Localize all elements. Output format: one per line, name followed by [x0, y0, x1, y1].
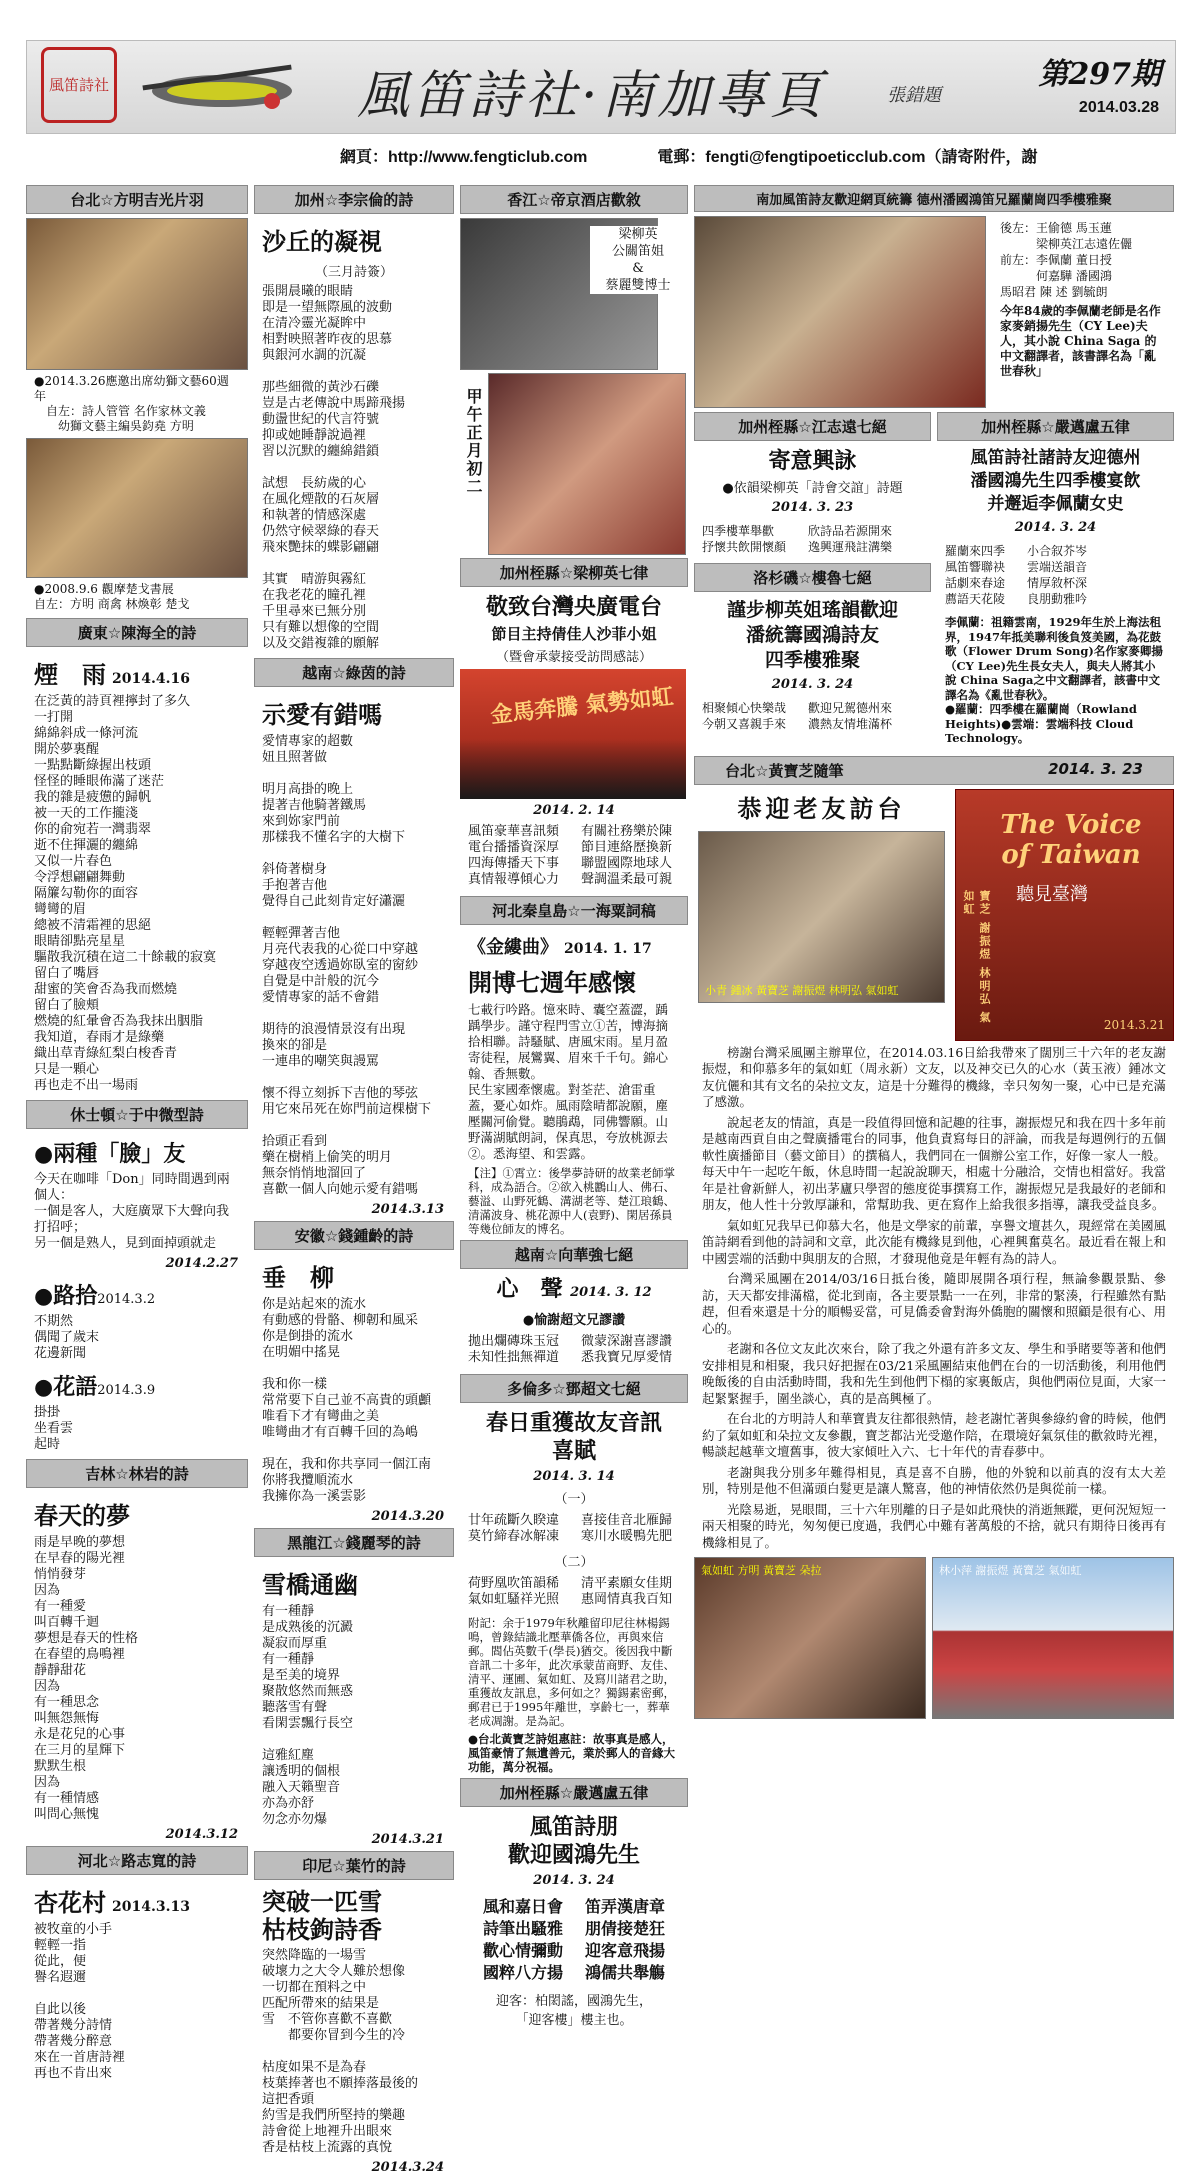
poem-title-text: 心 聲	[496, 1276, 563, 1302]
poem-date: 2014.3.13	[112, 1899, 190, 1915]
contact-line	[340, 144, 1037, 167]
poem-lines-left: 風笛豪華喜訊頻 電台播播資深厚 四海傳播天下事 真情報導傾心力	[468, 824, 560, 887]
section-header: 越南☆綠茵的詩	[254, 658, 454, 687]
poem-lines-right: 喜接佳音北雁歸 寒川水暖鴨先肥	[581, 1513, 673, 1544]
friends-photo	[698, 831, 945, 1003]
masthead-title: 風笛詩社·南加專頁	[357, 66, 826, 126]
poem-afterword: 附記：余于1979年秋離留印尼往林楊錫鳴，曾錄結識北壓華僑各位，再與來信郵。閻佔英數千(學長)猶交。後因我中斷音訊二十多年，此次承蒙苗商野、友佳、清平、運圃、氣如虹、及寫川諸君之助，重獲故友訊息，多何如之？獨錫素密郵，郵君已于1995年離世，享齡七一，葬華老成凋謝。是為記。	[468, 1616, 675, 1728]
section-header: 廣東☆陳海全的詩	[26, 618, 248, 647]
friends-photo-caption: 小青 鍾冰 黃寶芝 謝振煜 林明弘 氣如虹	[705, 983, 899, 997]
poem-date: 2014.3.20	[371, 1509, 444, 1524]
attendee-note: 今年84歲的李佩蘭老師是名作家麥銷揚先生（CY Lee)夫人，其小說 China Saga 的中文翻譯者，該書譯名為「亂世春秋」	[1000, 304, 1161, 378]
section-header: 河北☆路志寬的詩	[26, 1846, 248, 1875]
poem-couplets	[460, 1572, 688, 1612]
section-header: 南加風笛詩友歡迎網頁統籌 德州潘國鴻笛兄羅蘭崗四季樓雅聚	[694, 185, 1174, 212]
poem-lines-left: 拋出爛磚珠玉冠 未知性拙無禪道	[468, 1334, 560, 1365]
poem-date: 2014.3.21	[371, 1832, 444, 1847]
poem-couplets	[460, 820, 688, 892]
poem-title	[460, 1275, 688, 1307]
poem-couplets	[694, 696, 931, 736]
micro-poem-title	[34, 1370, 240, 1401]
bagpipe-illustration	[122, 61, 312, 116]
micro-poem-title-text: ●花語	[34, 1374, 98, 1400]
poem-body: 愛情專家的超數 妞且照著做 明月高掛的晚上 提著吉他騎著鐵馬 來到妳家門前 那樣我不懂名字的大樹下 斜倚著樹身 手抱著吉他 覺得自己此刻肯定好瀟灑 輕輕彈著吉他 月亮代表我的心從口中穿越 穿越夜空透過妳臥室的窗紗 自覺是中計般的沉今 愛情專家的話不會錯 期待的浪漫情景沒有出現 換來的卻是 一連串的嘲笑與謾罵 懷不得立刻拆下吉他的琴弦 用它來吊死在妳門前這棵樹下 拾頭正看到 藥在樹梢上偷笑的明月 無奈悄悄地溜回了 喜歡一個人向她示愛有錯嗎	[262, 734, 432, 1197]
poem-date: 2014. 3. 24	[1014, 520, 1097, 535]
poem-couplets	[460, 1330, 688, 1370]
micro-poem-title: ●兩種「臉」友	[34, 1141, 186, 1167]
poem-couplets	[937, 539, 1174, 611]
section-header: 加州桎縣☆梁柳英七律	[460, 558, 688, 587]
poem-body: 你是站起來的流水 有動感的骨骼、柳韌和風采 你是倒掛的流水 在明媚中搖晃 我和你一樣 常常要下自己並不高貴的頭顱 唯看下才有彎曲之美 唯彎曲才有百轉千回的為嶋 現在，我和你共享同一個江南 你將我攬順流水 我擁你為一溪雲影	[262, 1297, 432, 1504]
poem-lines-left: 羅蘭來四季 風笛響聯袂 話劇來春途 薦語天花陵	[945, 544, 1006, 606]
poem-body: 在泛黃的詩頁裡擰封了多久 一打開 綿綿斜成一條河流 開於夢裏醒 一點點斷綠握出枝頭 怪怪的睡眼佈滿了迷茫 我的雜是疲憊的歸帆 被一天的工作攏淺 你的俞宛若一灣翡翠 逝不住揮灑的纏綿 又似一片春色 令浮想翩翩舞動 隔簾勾勒你的面容 彎彎的眉 總被不清霜裡的思絕 眼睛卻點亮星星 驅散我沉積在這二十餘載的寂寞 留白了嘴唇 甜蜜的笑會否為我而燃燒 留白了臉頰 燃燒的紅暈會否為我抹出胭脂 我知道，春雨才是綠藥 織出草青綠紅梨白梭香青 只是一顆心 再也走不出一場雨	[34, 694, 217, 1093]
poem-date: 2014.3.24	[371, 2160, 444, 2175]
restaurant-photo	[488, 373, 686, 555]
poem-title-line2: 節目主持倩佳人沙菲小姐	[491, 625, 657, 643]
section-header: 河北秦皇島☆一海粟詞稿	[460, 896, 688, 925]
ci-title	[468, 933, 680, 959]
attendee-names: 梁柳英 公關笛姐 & 蔡麗雙博士	[590, 226, 686, 294]
section-header-text: 台北☆黃寶芝隨筆	[725, 761, 844, 780]
right-poem-stack	[937, 412, 1174, 750]
essay-paragraph: 氣如虹兄我早已仰慕大名，他是文學家的前輩，享譽文壇甚久，現經常在美國風笛詩網看到他的詩詞和文章，此次能有機緣見到他，心裡興奮莫名。最近看在報上和中國雲端的活動中與朋友的合照，才發現他竟是年輕有為的詩人。	[702, 1217, 1166, 1266]
essay-paragraph: 台灣采風團在2014/03/16日抵台後，隨即展開各項行程，無論參觀景點、參訪，天天都安排滿檔，從北到南，各主要景點一一在列，非常的緊湊，行程雖然有點趕，但看來還是十分的順暢妥當，可見僑委會對海外僑胞的關懷和照顧是很有心、用心的。	[702, 1271, 1166, 1336]
section-header: 黑龍江☆錢麗琴的詩	[254, 1528, 454, 1557]
group-in-front	[460, 739, 686, 799]
poem-title: 敬致台灣央廣電台	[485, 594, 662, 620]
gathering-info	[992, 216, 1174, 408]
poem-subtitle: ●愉謝超文兄謬讚	[522, 1313, 626, 1328]
poem-body: 突然降臨的一場雪 破壞力之大令人難於想像 一切都在預料之中 匹配所帶來的結果是 雪 不管你喜歡不喜歡 都要你冒到今生的冷 枯度如果不是為春 枝葉捧著也不願捧落最後的 這把香頭 約雪是我們所堅持的樂趣 詩會從上地裡升出眼來 香是枯枝上流露的真悅	[262, 1948, 419, 2155]
poem-body: 有一種靜 是成熟後的沉澱 凝寂而厚重 有一種靜 是至美的境界 聚散悠然而無惑 聽落雪有聲 看閑雲飄行長空 這雅紅塵 讓透明的個根 融入天籟聖音 亦為亦舒 勿念亦勿爆	[262, 1604, 354, 1827]
poem-lines-right: 欣詩品若源開來 逸興運飛註溝樂	[808, 524, 893, 554]
poem-lines-right: 歡迎兄駕德州來 濃熱友情堆滿杯	[808, 701, 893, 731]
poem-date: 2014.3.13	[371, 1202, 444, 1217]
poem-subtitle: ●依韻梁柳英「詩會交誼」詩題	[722, 481, 903, 496]
essay-paragraph: 光陰易逝，晃眼間，三十六年別離的日子是如此飛快的消逝無蹤，更何況短短一兩天相聚的時光，匆匆便已度過，我們心中難有著萬般的不捨，就只有期待日後再有機緣相見了。	[702, 1501, 1166, 1550]
poem-title: 示愛有錯嗎	[262, 700, 382, 729]
poem-lines-right: 清平素願女佳期 惠岡情真我百知	[581, 1576, 673, 1607]
poem-footnote: 迎客：柏閎謠，國鴻先生， 「迎客樓」樓主也。	[495, 1994, 652, 2028]
grand-hotel-photo	[932, 1557, 1174, 1719]
poem-part-marker: （二）	[554, 1555, 594, 1570]
section-header: 多倫多☆鄧超文七絕	[460, 1374, 688, 1403]
essay-paragraph: 在台北的方明詩人和華寶貴友往都很熱情，趁老謝忙著與參綠約會的時候，他們約了氣如虹和朵拉文友參觀，寶芝都沾光受邀作陪，在環境好氣氛佳的歡敘時光裡，暢談起越華文壇舊事，彼大家傾吐入六、七十年代的青春夢中。	[702, 1411, 1166, 1459]
poem-subtitle: （三月詩簽）	[314, 265, 393, 280]
ci-subtitle: 開博七週年感懷	[468, 968, 636, 997]
poem-body: 雨是早晚的夢想 在早春的陽光裡 悄悄發芽 因為 有一種愛 叫百轉千迴 夢想是春天的性格 在春望的鳥鳴裡 靜靜甜花 因為 有一種思念 叫無怨無悔 永是花兒的心事 在三月的星輝下 默默生根 因為 有一種情感 叫問心無愧	[34, 1535, 139, 1822]
section-header	[694, 756, 1174, 785]
issue-date: 2014.03.28	[1078, 99, 1159, 116]
exhibition-photo	[26, 438, 248, 578]
gathering-block	[694, 216, 1174, 408]
ci-title-text: 《金縷曲》	[468, 937, 558, 958]
section-header: 加州桎縣☆嚴邁盧五律	[460, 1778, 688, 1807]
poem-couplets	[460, 1892, 688, 1988]
ci-body: 七載行吟路。憶來時、囊空蓋澀，踽踽學步。謹守程門雪立①苦，博海摘拾相聯。詩騷賦、唐風宋雨。星月盈寄徒程，展鸞翼、眉來千千句。錦心翰、香無數。 民生家國牽懷處。對荃茫、滄雷重蓋，憂心如炸。風雨陰晴都說願，塵壓關河偷覺。聽鵑鵡，同佛響願。山野滿湖賦朗詞，保真思，夸放桃源去②。悉海望、和雲露。	[468, 1002, 669, 1161]
poem-body: 張開晨曦的眼睛 即是一望無際風的波動 在清冷靈光凝眸中 相對映照著昨夜的思慕 與銀河水調的沉凝 那些細微的黃沙石礫 豈是古老傳說中馬蹄飛揚 動盪世紀的代言符號 抑或她睡靜說過裡 習以沉默的纏綿錯鎖 試想 長紡歲的心 在風化煙散的石灰層 和執著的情感深處 仍然守候翠綠的春天 飛來艷抹的蝶影翩翩 其實 晴游與霧紅 在我老花的瞳孔裡 千里尋來已無分別 只有難以想像的空間 以及交錯複雜的願解	[262, 284, 406, 651]
masthead	[26, 40, 1176, 134]
micro-poem-date: 2014.3.2	[97, 1292, 156, 1307]
poem-title	[34, 655, 240, 690]
poem-title: 垂 柳	[262, 1263, 334, 1292]
essay-photo-row	[694, 789, 1174, 1041]
poem-lines-right: 小合叙芥岑 雲端送韻音 情厚敘杯深 良朋動雅吟	[1027, 544, 1088, 606]
poem-couplets	[694, 519, 931, 559]
section-header: 香江☆帝京酒店歡敘	[460, 185, 688, 214]
section-header: 台北☆方明吉光片羽	[26, 185, 248, 214]
hotel-gathering-block	[460, 218, 688, 558]
micro-poem-date: 2014.3.9	[97, 1383, 156, 1398]
poem-subtitle: （暨會承蒙接受訪問感誌）	[495, 650, 652, 665]
issue-number: 第297期	[1038, 57, 1161, 92]
poem-date: 2014. 3. 14	[533, 1469, 615, 1484]
two-poem-row	[694, 412, 1174, 750]
poem-title: 謹步柳英姐瑤韻歡迎 潘統籌國鴻詩友 四季樓雅聚	[726, 599, 898, 671]
poem-title: 風笛詩社諸詩友迎德州 潘國鴻先生四季樓宴飲 并邂逅李佩蘭女史	[970, 448, 1141, 514]
section-header: 加州桎縣☆江志遠七絕	[694, 412, 931, 441]
essay-paragraph: 老謝和各位文友此次來台，除了我之外還有許多文友、學生和爭睹要等著和他們安排相見和相聚，我只好把握在03/21采風團結束他們在台的一切活動後，利用他們晚飯後的自由活動時間，我和先生到他們下榻的家裏飯店，與他們兩位見面，大家一起緊緊握手，圍坐談心，真的是高興極了。	[702, 1341, 1166, 1406]
column-3	[460, 185, 688, 2030]
micro-poem-body: 掛掛 坐看雲 起時	[34, 1405, 74, 1452]
section-header-date: 2014. 3. 23	[1048, 759, 1143, 778]
poem-title: 寄意興詠	[768, 448, 857, 474]
poem-title-text: 杏花村	[34, 1888, 106, 1917]
section-header: 印尼☆葉竹的詩	[254, 1851, 454, 1880]
essay-paragraph: 老謝與我分別多年難得相見，真是喜不自勝，他的外貌和以前真的沒有太大差別，特別是他不但滿頭白髮更是讓人驚喜，他的神情依然仍是與從前一樣。	[702, 1464, 1166, 1496]
poem-lines-right: 笛弄漢唐章 朋倩接楚狂 迎客意飛揚 鴻儒共舉觴	[585, 1897, 666, 1982]
poem-title: 春日重獲故友音訊 喜賦	[485, 1410, 662, 1464]
section-header: 洛杉磯☆樓魯七絕	[694, 563, 931, 592]
banquet-photo	[694, 216, 986, 408]
poem-comment: ●台北黃寶芝詩姐惠註：故事真是感人，風笛豪情了無遺善元，業於郵人的音緣大功能，萬分祝福。	[468, 1732, 675, 1774]
attendee-names: 後左：王偷德 馬玉蓮 梁柳英江志遠佐儷 前左：李佩蘭 董日授 何嘉驊 潘國鴻 馬昭君 陳 述 劉毓朗	[1000, 221, 1133, 299]
poem-title: 沙丘的凝視	[262, 227, 382, 256]
poem-date: 2014. 3. 23	[771, 500, 854, 515]
radio-station-photo	[460, 669, 688, 799]
poem-lines-left: 荷野凰吹笛韻稀 氣如虹騷祥光照	[468, 1576, 560, 1607]
poem-lines-left: 風和嘉日會 詩筆出騷雅 歡心情彌動 國粹八方揚	[482, 1897, 563, 1982]
poem-lines-left: 相聚傾心快樂哉 今朝又喜親手來	[702, 701, 787, 731]
section-header: 加州桎縣☆嚴邁盧五律	[937, 412, 1174, 441]
poem-date: 2014. 3. 24	[533, 1873, 615, 1888]
dinner-photo	[694, 1557, 926, 1719]
column-4	[694, 185, 1174, 1719]
poster-title: The Voice of Taiwan	[1000, 809, 1142, 870]
column-2	[254, 185, 454, 2179]
event-photo	[26, 218, 248, 370]
ci-notes: 【注】①霄立：後學夢詩研的故業老師掌科，成為語合。②欲入桃鸝山人、佛石、藝溢、山野死鶴、溝湖老等、楚江琅鶴、清滿波身、桃花源中人(袁野)、閑居孫員等幾位師友的博名。	[468, 1166, 675, 1236]
grand-hotel-photo-caption: 林小萍 謝振煜 黃寶芝 氣如虹	[939, 1564, 1082, 1577]
poem-title: 突破一匹雪 枯枝鉤詩香	[262, 1887, 382, 1944]
bottom-photo-row	[694, 1557, 1174, 1719]
section-header: 吉林☆林岩的詩	[26, 1459, 248, 1488]
essay-title: 恭迎老友訪台	[737, 793, 906, 823]
poem-lines-right: 微蒙深謝喜謬讚 悉我寶兄厚愛情	[581, 1334, 673, 1365]
micro-poem-date: 2014.2.27	[165, 1256, 238, 1271]
poem-lines-left: 四季樓華舉歡 抒懷共飲開懷顏	[702, 524, 787, 554]
column-1	[26, 185, 248, 2086]
essay-paragraph: 榜謝台灣采風團主辦單位，在2014.03.16日給我帶來了闊別三十六年的老友謝振煜，和仰慕多年的氣如虹（周永新）文友，以及神交已久的心水（黃玉液）鍾冰文友伉儷和其有文名的朵拉文友，這是十分難得的機緣，幸只匆匆一聚，心中已是充滿了感激。	[702, 1044, 1166, 1109]
poetry-club-seal	[41, 47, 117, 123]
poem-title: 雪橋通幽	[262, 1570, 358, 1599]
photo-caption: ●2008.9.6 觀摩楚戈書展 自左：方明 商禽 林煥彰 楚戈	[34, 582, 190, 611]
micro-poem-title-text: ●路拾	[34, 1283, 98, 1309]
poem-title-text: 煙 雨	[34, 660, 106, 689]
photo-caption: ●2014.3.26應邀出席幼獅文藝60週年 自左：詩人管管 名作家林文義 幼獅文藝主編吳鈞堯 方明	[34, 374, 229, 433]
banner-slogan: 金馬奔騰 氣勢如虹	[489, 683, 675, 729]
poem-lines-left: 廿年疏斷久睽違 莫竹締春冰解凍	[468, 1513, 560, 1544]
poem-body: 被牧童的小手 輕輕一指 從此，便 譽名遐邇 自此以後 帶著幾分詩情 帶著幾分醉意 來在一首唐詩裡 再也不肯出來	[34, 1922, 126, 2081]
seal-text: 風笛詩社	[48, 76, 109, 94]
poem-part-marker: （一）	[554, 1492, 594, 1507]
micro-poem-title	[34, 1279, 240, 1310]
micro-poem-body: 不期然 偶聞了歲末 花邊新聞	[34, 1314, 100, 1361]
section-header: 休士頓☆于中微型詩	[26, 1100, 248, 1129]
poem-lines-right: 有關社務樂於陳 節目連絡歷換新 聯盟國際地球人 聲調溫柔最可親	[581, 824, 673, 887]
date-vertical: 甲午正月初二	[464, 388, 483, 496]
poem-date: 2014.3.12	[165, 1827, 238, 1842]
essay-title-block	[694, 789, 949, 1041]
poem-date: 2014. 3. 24	[771, 677, 854, 692]
section-header: 加州☆李宗倫的詩	[254, 185, 454, 214]
essay-paragraph: 說起老友的情誼，真是一段值得回憶和記趣的往事，謝振煜兄和我在四十多年前是越南西貢自由之聲廣播電台的同事，他負責寫每日的評論，而我是每週例行的五個軟性廣播節目（藝文節目）的撰稿人，我們同在一個辦公室工作，好像一家人一般。每天中午一起吃午飯，休息時間一起說說聊天，相處十分融洽，交情也相當好。我當年是社會新鮮人，初出茅廬只學習的態度從事撰寫工作，謝振煜兄是我最好的老師和朋友，他人性十分敦厚謙和，常幫助我、更在寫作上給我很多指導，讓我受益良多。	[702, 1114, 1166, 1212]
email-link[interactable]: 電郵：fengti@fengtipoeticclub.com（請寄附件，謝	[657, 149, 1038, 166]
photo-date: 2014. 2. 14	[533, 803, 615, 818]
poem-title	[34, 1883, 240, 1918]
poem-notes: 李佩蘭：祖籍雲南，1929年生於上海法租界，1947年抵美聯利後負笈美國，為花鼓歌（Flower Drum Song)名作家麥卿揚（CY Lee)先生長女夫人，與夫人將其小說 China Saga之中文翻譯者，該書中文譯名為《亂世春秋》。 ●羅蘭：四季樓在羅蘭崗（Rowland Heights)●雲端：雲端科技 Cloud Technology。	[945, 615, 1163, 745]
radio-poster	[955, 789, 1174, 1041]
poster-subtitle: 聽見臺灣	[1016, 883, 1088, 905]
poem-title: 風笛詩朋 歡迎國鴻先生	[507, 1814, 640, 1868]
ci-date: 2014. 1. 17	[564, 941, 652, 957]
section-header: 安徽☆錢鍾齡的詩	[254, 1221, 454, 1250]
poem-title: 春天的夢	[34, 1501, 130, 1530]
dinner-photo-caption: 氣如虹 方明 黃寶芝 朵拉	[701, 1564, 822, 1577]
micro-poem-body: 今天在咖啡「Don」同時間遇到兩個人： 一個是客人，大庭廣眾下大聲向我打招呼； 另一個是熟人，見到面掉頭就走	[34, 1172, 230, 1251]
masthead-signature: 張錯題	[887, 85, 941, 106]
poem-date: 2014.4.16	[112, 671, 190, 687]
left-poem-stack	[694, 412, 931, 750]
website-link[interactable]: 網頁：http://www.fengticlub.com	[340, 149, 588, 166]
section-header: 越南☆向華強七絕	[460, 1240, 688, 1269]
poster-side-caption: 寶芝 謝振煜 林明弘 氣如虹	[962, 889, 991, 1024]
poem-couplets	[460, 1509, 688, 1549]
poster-date: 2014.3.21	[1103, 1017, 1165, 1032]
poem-date: 2014. 3. 12	[570, 1285, 652, 1300]
